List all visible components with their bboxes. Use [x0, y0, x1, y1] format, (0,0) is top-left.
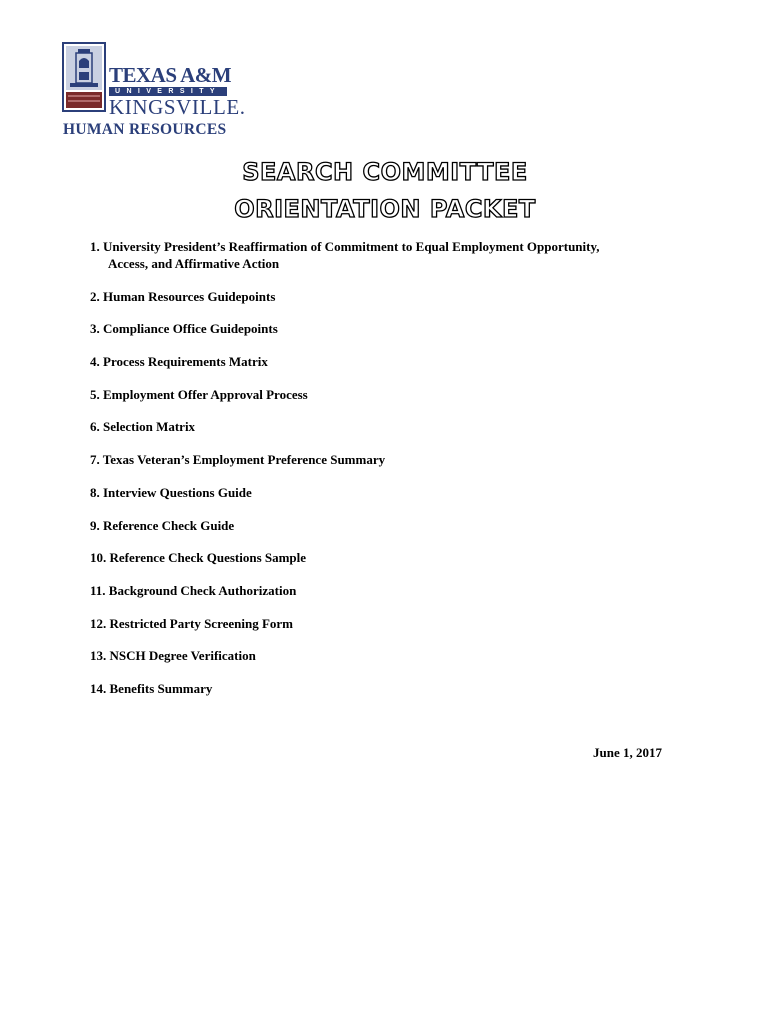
list-item: 5. Employment Offer Approval Process — [90, 386, 308, 402]
logo-campus: KINGSVILLE. — [109, 95, 246, 119]
packet-title-line-1: SEARCH COMMITTEE — [242, 158, 528, 186]
list-item: 13. NSCH Degree Verification — [90, 648, 256, 664]
list-item: 14. Benefits Summary — [90, 680, 213, 696]
logo-university-bar: UNIVERSITY — [109, 87, 227, 96]
list-item — [90, 238, 670, 272]
packet-contents-list — [90, 238, 670, 713]
list-item: 7. Texas Veteran’s Employment Preference Summary — [90, 452, 386, 468]
list-item: 3. Compliance Office Guidepoints — [90, 321, 278, 337]
list-item: 10. Reference Check Questions Sample — [90, 550, 307, 566]
list-item: 11. Background Check Authorization — [90, 582, 297, 598]
document-date: June 1, 2017 — [593, 745, 662, 760]
list-item: 8. Interview Questions Guide — [90, 484, 252, 500]
logo-department: HUMAN RESOURCES — [63, 121, 227, 138]
list-item: 12. Restricted Party Screening Form — [90, 615, 294, 631]
tower-emblem-icon — [62, 42, 106, 112]
list-item: 6. Selection Matrix — [90, 419, 196, 435]
list-item: 2. Human Resources Guidepoints — [90, 288, 276, 304]
list-item: 9. Reference Check Guide — [90, 517, 235, 533]
list-item-text-continued: Access, and Affirmative Action — [108, 256, 280, 271]
logo-title: TEXAS A&M — [109, 63, 232, 87]
list-item: 4. Process Requirements Matrix — [90, 354, 268, 370]
packet-title-line-2: ORIENTATION PACKET — [234, 195, 536, 223]
list-item-text: 1. University President’s Reaffirmation of Commitment to Equal Employment Opportunity, — [90, 239, 600, 254]
university-logo — [62, 42, 246, 142]
